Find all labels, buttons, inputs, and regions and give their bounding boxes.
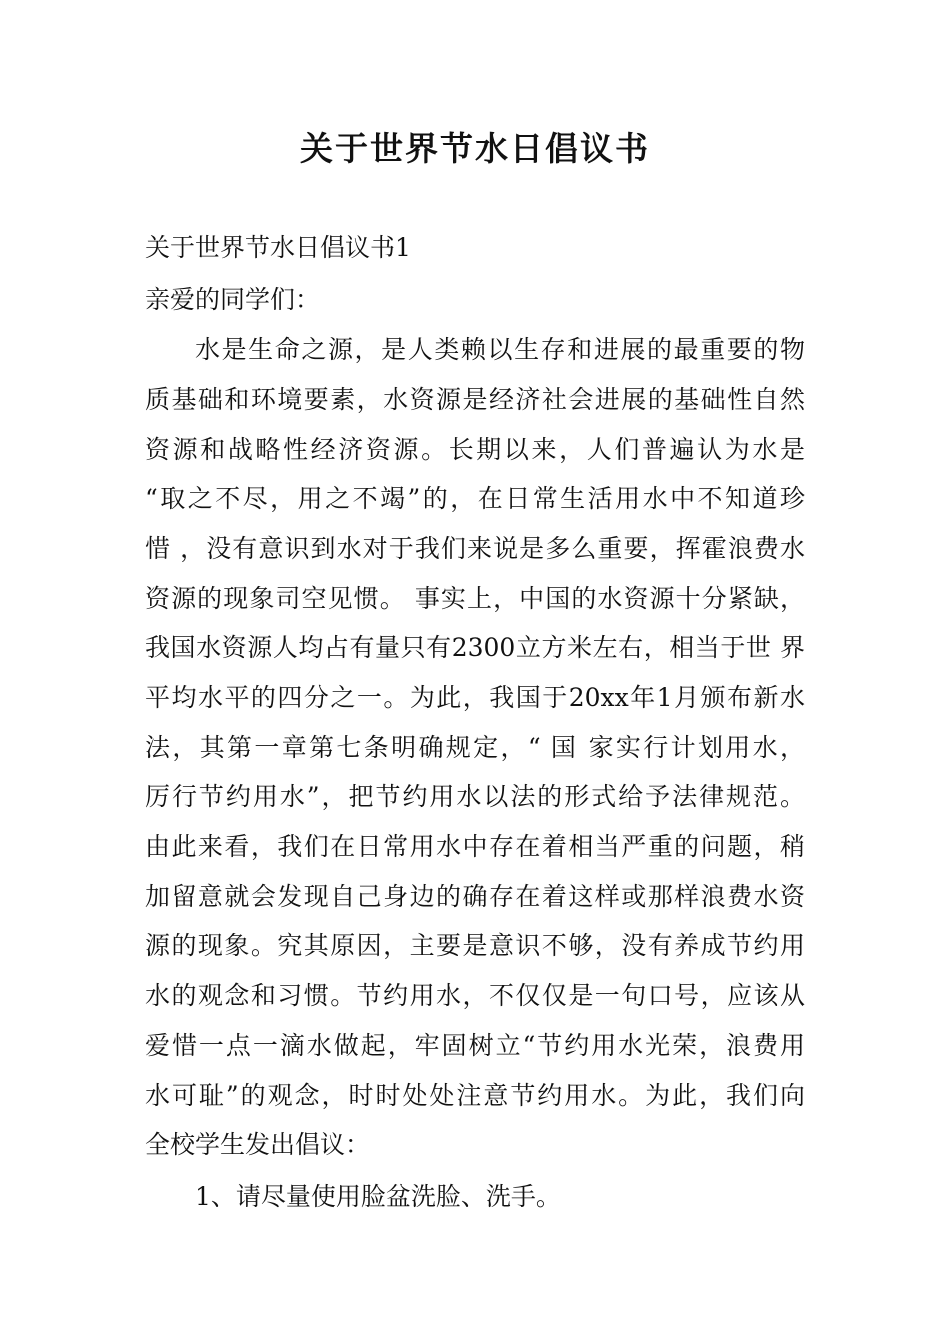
- body-line-2: 质基础和环境要素，水资源是经济社会进展的基础性自然: [145, 385, 805, 414]
- body-line-9: 法，其第一章第七条明确规定，“ 国 家实行计划用水，: [145, 733, 805, 762]
- document-subtitle: 关于世界节水日倡议书1: [145, 233, 411, 262]
- body-line-7: 我国水资源人均占有量只有2300立方米左右，相当于世 界: [145, 633, 805, 662]
- body-line-13: 源的现象。究其原因，主要是意识不够，没有养成节约用: [145, 931, 805, 960]
- body-line-12: 加留意就会发现自己身边的确存在着这样或那样浪费水资: [145, 882, 805, 911]
- body-line-8: 平均水平的四分之一。为此，我国于20xx年1月颁布新水: [145, 683, 805, 712]
- body-line-6: 资源的现象司空见惯。 事实上，中国的水资源十分紧缺，: [145, 584, 805, 613]
- body-line-14: 水的观念和习惯。节约用水，不仅仅是一句口号，应该从: [145, 981, 805, 1010]
- body-line-17: 全校学生发出倡议：: [145, 1130, 371, 1159]
- body-line-1: 水是生命之源，是人类赖以生存和进展的最重要的物: [195, 335, 805, 364]
- document-title: 关于世界节水日倡议书: [300, 129, 650, 168]
- body-line-10: 厉行节约用水”，把节约用水以法的形式给予法律规范。: [145, 782, 805, 811]
- body-line-16: 水可耻”的观念，时时处处注意节约用水。为此，我们向: [145, 1081, 805, 1110]
- body-line-4: “取之不尽，用之不竭”的，在日常生活用水中不知道珍: [145, 484, 805, 513]
- body-line-5: 惜 ，没有意识到水对于我们来说是多么重要，挥霍浪费水: [145, 534, 805, 563]
- list-item-1: 1、请尽量使用脸盆洗脸、洗手。: [195, 1182, 561, 1211]
- body-line-11: 由此来看，我们在日常用水中存在着相当严重的问题，稍: [145, 832, 805, 861]
- body-line-15: 爱惜一点一滴水做起，牢固树立“节约用水光荣，浪费用: [145, 1031, 805, 1060]
- body-line-3: 资源和战略性经济资源。长期以来，人们普遍认为水是: [145, 435, 805, 464]
- greeting: 亲爱的同学们：: [145, 285, 321, 314]
